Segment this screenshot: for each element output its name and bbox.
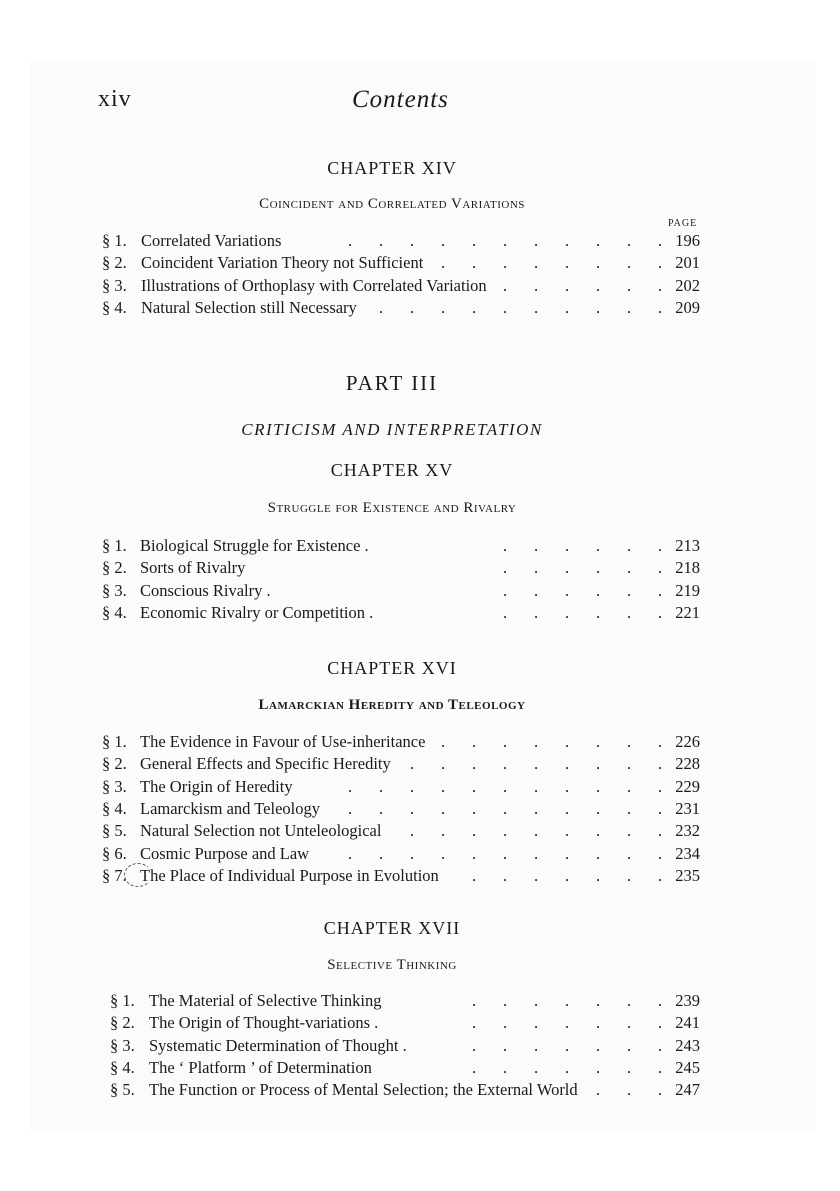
- page-ref: 226: [675, 732, 700, 751]
- dot-leader: .: [627, 297, 632, 317]
- dot-leader: .: [503, 1013, 508, 1033]
- dot-leader: .: [348, 231, 353, 250]
- dot-leader: .: [658, 253, 663, 273]
- dot-leader: .: [534, 275, 539, 295]
- section-number: § 1.: [102, 536, 127, 555]
- dot-leader: .: [472, 754, 477, 774]
- dot-leader: .: [565, 275, 570, 295]
- entry-title: The ‘ Platform ’ of Determination: [149, 1057, 372, 1077]
- dot-leader: .: [534, 865, 539, 885]
- entry-title: The Origin of Thought-variations .: [149, 1013, 379, 1033]
- dot-leader: .: [410, 798, 415, 818]
- toc-entry[interactable]: [102, 557, 706, 579]
- part-3-title: CRITICISM AND INTERPRETATION: [241, 420, 543, 439]
- page-ref: 228: [675, 754, 700, 774]
- dot-leader: .: [534, 253, 539, 273]
- dot-leader: .: [348, 776, 353, 796]
- entry-title: General Effects and Specific Heredity: [140, 754, 391, 774]
- dot-leader: .: [565, 821, 570, 841]
- dot-leader: .: [472, 991, 477, 1010]
- dot-leader: .: [596, 843, 601, 863]
- entry-title: Natural Selection still Necessary: [141, 297, 357, 317]
- chapter-17-heading: CHAPTER XVII: [323, 918, 461, 938]
- dot-leader: .: [503, 843, 508, 863]
- dot-leader: .: [441, 798, 446, 818]
- page-ref: 235: [675, 865, 700, 885]
- chapter-15-subtitle: Struggle for Existence and Rivalry: [267, 500, 517, 516]
- dot-leader: .: [627, 580, 632, 600]
- dot-leader: .: [627, 1080, 632, 1100]
- dot-leader: .: [627, 231, 632, 250]
- dot-leader: .: [596, 602, 601, 622]
- dot-leader: .: [472, 1013, 477, 1033]
- dot-leader: .: [596, 1057, 601, 1077]
- entry-title: The Place of Individual Purpose in Evolution: [140, 865, 439, 885]
- dot-leader: .: [441, 843, 446, 863]
- dot-leader: .: [503, 798, 508, 818]
- entry-title: Conscious Rivalry .: [140, 580, 271, 600]
- dot-leader: .: [627, 798, 632, 818]
- dot-leader: .: [503, 1035, 508, 1055]
- dot-leader: .: [379, 843, 384, 863]
- entry-title: Systematic Determination of Thought .: [149, 1035, 407, 1055]
- dot-leader: .: [534, 798, 539, 818]
- dot-leader: .: [596, 776, 601, 796]
- dot-leader: .: [565, 297, 570, 317]
- dot-leader: .: [658, 798, 663, 818]
- dot-leader: .: [627, 754, 632, 774]
- dot-leader: .: [441, 231, 446, 250]
- dot-leader: .: [410, 754, 415, 774]
- dot-leader: .: [565, 580, 570, 600]
- dot-leader: .: [503, 821, 508, 841]
- dot-leader: .: [596, 732, 601, 751]
- dot-leader: .: [565, 1035, 570, 1055]
- chapter-14-heading: CHAPTER XIV: [327, 158, 457, 178]
- toc-entry[interactable]: [102, 753, 706, 775]
- dot-leader: .: [596, 798, 601, 818]
- dot-leader: .: [658, 1035, 663, 1055]
- dot-leader: .: [410, 776, 415, 796]
- dot-leader: .: [534, 732, 539, 751]
- dot-leader: .: [596, 253, 601, 273]
- dot-leader: .: [534, 991, 539, 1010]
- toc-entry[interactable]: [102, 275, 706, 297]
- section-number: § 3.: [102, 580, 127, 600]
- dot-leader: .: [565, 843, 570, 863]
- dot-leader: .: [410, 821, 415, 841]
- chapter-16-subtitle: Lamarckian Heredity and Teleology: [258, 697, 526, 713]
- dot-leader: .: [503, 865, 508, 885]
- dot-leader: .: [441, 732, 446, 751]
- page-ref: 209: [675, 297, 700, 317]
- dot-leader: .: [379, 231, 384, 250]
- page-ref: 231: [675, 798, 700, 818]
- dot-leader: .: [472, 776, 477, 796]
- dot-leader: .: [658, 602, 663, 622]
- page-ref: 241: [675, 1013, 700, 1033]
- dot-leader: .: [565, 798, 570, 818]
- dot-leader: .: [441, 754, 446, 774]
- toc-entry[interactable]: [110, 1079, 706, 1101]
- section-number: § 2.: [102, 754, 127, 774]
- dot-leader: .: [627, 1035, 632, 1055]
- dot-leader: .: [627, 865, 632, 885]
- entry-title: The Evidence in Favour of Use-inheritance: [140, 732, 426, 751]
- page-ref: 196: [675, 231, 700, 250]
- dot-leader: .: [658, 536, 663, 555]
- page-ref: 247: [675, 1080, 700, 1100]
- dot-leader: .: [534, 1013, 539, 1033]
- dot-leader: .: [658, 843, 663, 863]
- dot-leader: .: [596, 991, 601, 1010]
- dot-leader: .: [627, 536, 632, 555]
- dot-leader: .: [472, 865, 477, 885]
- dot-leader: .: [534, 1035, 539, 1055]
- section-number: § 3.: [102, 776, 127, 796]
- dot-leader: .: [565, 1013, 570, 1033]
- toc-entry[interactable]: [110, 1012, 706, 1034]
- toc-entry[interactable]: [102, 731, 706, 753]
- section-number: § 3.: [102, 275, 127, 295]
- dot-leader: .: [503, 580, 508, 600]
- dot-leader: .: [534, 297, 539, 317]
- running-title: Contents: [352, 86, 449, 113]
- entry-title: Economic Rivalry or Competition .: [140, 602, 374, 622]
- toc-entry[interactable]: [102, 865, 706, 887]
- dot-leader: .: [627, 275, 632, 295]
- dot-leader: .: [596, 1013, 601, 1033]
- dot-leader: .: [565, 754, 570, 774]
- toc-entry[interactable]: [110, 1035, 706, 1057]
- dot-leader: .: [472, 297, 477, 317]
- entry-title: Illustrations of Orthoplasy with Correlated Variation: [141, 275, 487, 295]
- toc-entry[interactable]: [102, 535, 706, 557]
- page-ref: 232: [675, 821, 700, 841]
- dot-leader: .: [472, 1035, 477, 1055]
- entry-title: Biological Struggle for Existence .: [140, 536, 369, 555]
- dot-leader: .: [627, 602, 632, 622]
- section-number: § 1.: [102, 732, 127, 751]
- page-column-label: PAGE: [668, 218, 698, 229]
- page-ref: 243: [675, 1035, 700, 1055]
- dot-leader: .: [379, 798, 384, 818]
- dot-leader: .: [658, 754, 663, 774]
- toc-entry[interactable]: [102, 820, 706, 842]
- section-number: § 4.: [110, 1057, 135, 1077]
- section-number: § 5.: [110, 1080, 135, 1100]
- page-ref: 229: [675, 776, 700, 796]
- dot-leader: .: [627, 558, 632, 578]
- dot-leader: .: [565, 536, 570, 555]
- dot-leader: .: [596, 536, 601, 555]
- section-number: § 2.: [102, 253, 127, 273]
- dot-leader: .: [627, 1057, 632, 1077]
- dot-leader: .: [472, 231, 477, 250]
- dot-leader: .: [534, 1057, 539, 1077]
- dot-leader: .: [503, 1057, 508, 1077]
- dot-leader: .: [534, 558, 539, 578]
- toc-entry[interactable]: [102, 798, 706, 820]
- dot-leader: .: [658, 776, 663, 796]
- dot-leader: .: [472, 253, 477, 273]
- dot-leader: .: [627, 991, 632, 1010]
- dot-leader: .: [379, 776, 384, 796]
- page-ref: 218: [675, 558, 700, 578]
- dot-leader: .: [348, 843, 353, 863]
- dot-leader: .: [658, 1013, 663, 1033]
- toc-entry[interactable]: [102, 297, 706, 319]
- dot-leader: .: [503, 732, 508, 751]
- dot-leader: .: [596, 275, 601, 295]
- entry-title: Coincident Variation Theory not Sufficient: [141, 253, 424, 273]
- dot-leader: .: [503, 231, 508, 250]
- dot-leader: .: [534, 843, 539, 863]
- section-number: § 1.: [102, 231, 127, 250]
- dot-leader: .: [503, 558, 508, 578]
- chapter-15-heading: CHAPTER XV: [330, 460, 454, 480]
- chapter-17-subtitle: Selective Thinking: [327, 957, 457, 973]
- dot-leader: .: [410, 843, 415, 863]
- dot-leader: .: [534, 231, 539, 250]
- toc-entry[interactable]: [102, 252, 706, 274]
- dot-leader: .: [410, 297, 415, 317]
- dot-leader: .: [534, 821, 539, 841]
- part-3-heading: PART III: [345, 371, 439, 395]
- section-number: § 1.: [110, 991, 135, 1010]
- dot-leader: .: [596, 865, 601, 885]
- dot-leader: .: [658, 297, 663, 317]
- entry-title: The Origin of Heredity: [140, 776, 293, 796]
- page-ref: 221: [675, 602, 700, 622]
- dot-leader: .: [503, 776, 508, 796]
- section-number: § 4.: [102, 297, 127, 317]
- toc-entry[interactable]: [102, 602, 706, 624]
- entry-title: Cosmic Purpose and Law: [140, 843, 310, 863]
- section-number: § 2.: [102, 558, 127, 578]
- dot-leader: .: [534, 776, 539, 796]
- dot-leader: .: [565, 253, 570, 273]
- toc-entry[interactable]: [110, 990, 706, 1012]
- dot-leader: .: [658, 991, 663, 1010]
- dot-leader: .: [565, 865, 570, 885]
- dot-leader: .: [596, 558, 601, 578]
- dot-leader: .: [503, 991, 508, 1010]
- dot-leader: .: [565, 558, 570, 578]
- section-number: § 6.: [102, 843, 127, 863]
- dot-leader: .: [658, 732, 663, 751]
- dot-leader: .: [472, 821, 477, 841]
- section-number: § 5.: [102, 821, 127, 841]
- dot-leader: .: [534, 754, 539, 774]
- dot-leader: .: [658, 1080, 663, 1100]
- dot-leader: .: [472, 1057, 477, 1077]
- dot-leader: .: [472, 732, 477, 751]
- dot-leader: .: [503, 275, 508, 295]
- section-number: § 7.: [102, 865, 127, 885]
- page-ref: 239: [675, 991, 700, 1010]
- dot-leader: .: [627, 253, 632, 273]
- chapter-16-heading: CHAPTER XVI: [327, 658, 457, 678]
- dot-leader: .: [658, 821, 663, 841]
- toc-entry[interactable]: [102, 843, 706, 865]
- page-ref: 213: [675, 536, 700, 555]
- dot-leader: .: [658, 580, 663, 600]
- dot-leader: .: [503, 754, 508, 774]
- section-number: § 4.: [102, 602, 127, 622]
- toc-entry[interactable]: [102, 776, 706, 798]
- page-ref: 201: [675, 253, 700, 273]
- dot-leader: .: [627, 732, 632, 751]
- dot-leader: .: [472, 843, 477, 863]
- pencil-circle-mark: [124, 863, 152, 887]
- dot-leader: .: [627, 843, 632, 863]
- entry-title: Lamarckism and Teleology: [140, 798, 320, 818]
- toc-entry[interactable]: [102, 580, 706, 602]
- dot-leader: .: [596, 1080, 601, 1100]
- dot-leader: .: [410, 231, 415, 250]
- dot-leader: .: [565, 231, 570, 250]
- dot-leader: .: [534, 602, 539, 622]
- dot-leader: .: [441, 821, 446, 841]
- entry-title: Natural Selection not Unteleological: [140, 821, 382, 841]
- page-ref: 202: [675, 275, 700, 295]
- dot-leader: .: [658, 1057, 663, 1077]
- dot-leader: .: [596, 821, 601, 841]
- dot-leader: .: [565, 732, 570, 751]
- dot-leader: .: [348, 798, 353, 818]
- toc-entry[interactable]: [102, 230, 706, 252]
- dot-leader: .: [658, 275, 663, 295]
- dot-leader: .: [596, 754, 601, 774]
- section-number: § 2.: [110, 1013, 135, 1033]
- entry-title: Sorts of Rivalry: [140, 558, 246, 578]
- page-number: xiv: [98, 86, 132, 112]
- page-ref: 234: [675, 843, 700, 863]
- entry-title: The Function or Process of Mental Selection; the External World: [149, 1080, 578, 1100]
- dot-leader: .: [565, 991, 570, 1010]
- entry-title: Correlated Variations: [141, 231, 282, 250]
- page-ref: 219: [675, 580, 700, 600]
- dot-leader: .: [503, 602, 508, 622]
- dot-leader: .: [503, 536, 508, 555]
- dot-leader: .: [472, 798, 477, 818]
- dot-leader: .: [503, 253, 508, 273]
- dot-leader: .: [596, 580, 601, 600]
- dot-leader: .: [534, 536, 539, 555]
- chapter-14-subtitle: Coincident and Correlated Variations: [259, 196, 525, 212]
- entry-title: The Material of Selective Thinking: [149, 991, 382, 1010]
- dot-leader: .: [658, 558, 663, 578]
- dot-leader: .: [503, 297, 508, 317]
- dot-leader: .: [596, 297, 601, 317]
- dot-leader: .: [627, 776, 632, 796]
- dot-leader: .: [627, 1013, 632, 1033]
- dot-leader: .: [658, 865, 663, 885]
- dot-leader: .: [379, 297, 384, 317]
- dot-leader: .: [565, 1057, 570, 1077]
- dot-leader: .: [596, 231, 601, 250]
- section-number: § 4.: [102, 798, 127, 818]
- dot-leader: .: [441, 253, 446, 273]
- dot-leader: .: [658, 231, 663, 250]
- toc-entry[interactable]: [110, 1057, 706, 1079]
- dot-leader: .: [565, 602, 570, 622]
- dot-leader: .: [596, 1035, 601, 1055]
- dot-leader: .: [441, 776, 446, 796]
- section-number: § 3.: [110, 1035, 135, 1055]
- dot-leader: .: [627, 821, 632, 841]
- page-ref: 245: [675, 1057, 700, 1077]
- dot-leader: .: [534, 580, 539, 600]
- dot-leader: .: [441, 297, 446, 317]
- dot-leader: .: [565, 776, 570, 796]
